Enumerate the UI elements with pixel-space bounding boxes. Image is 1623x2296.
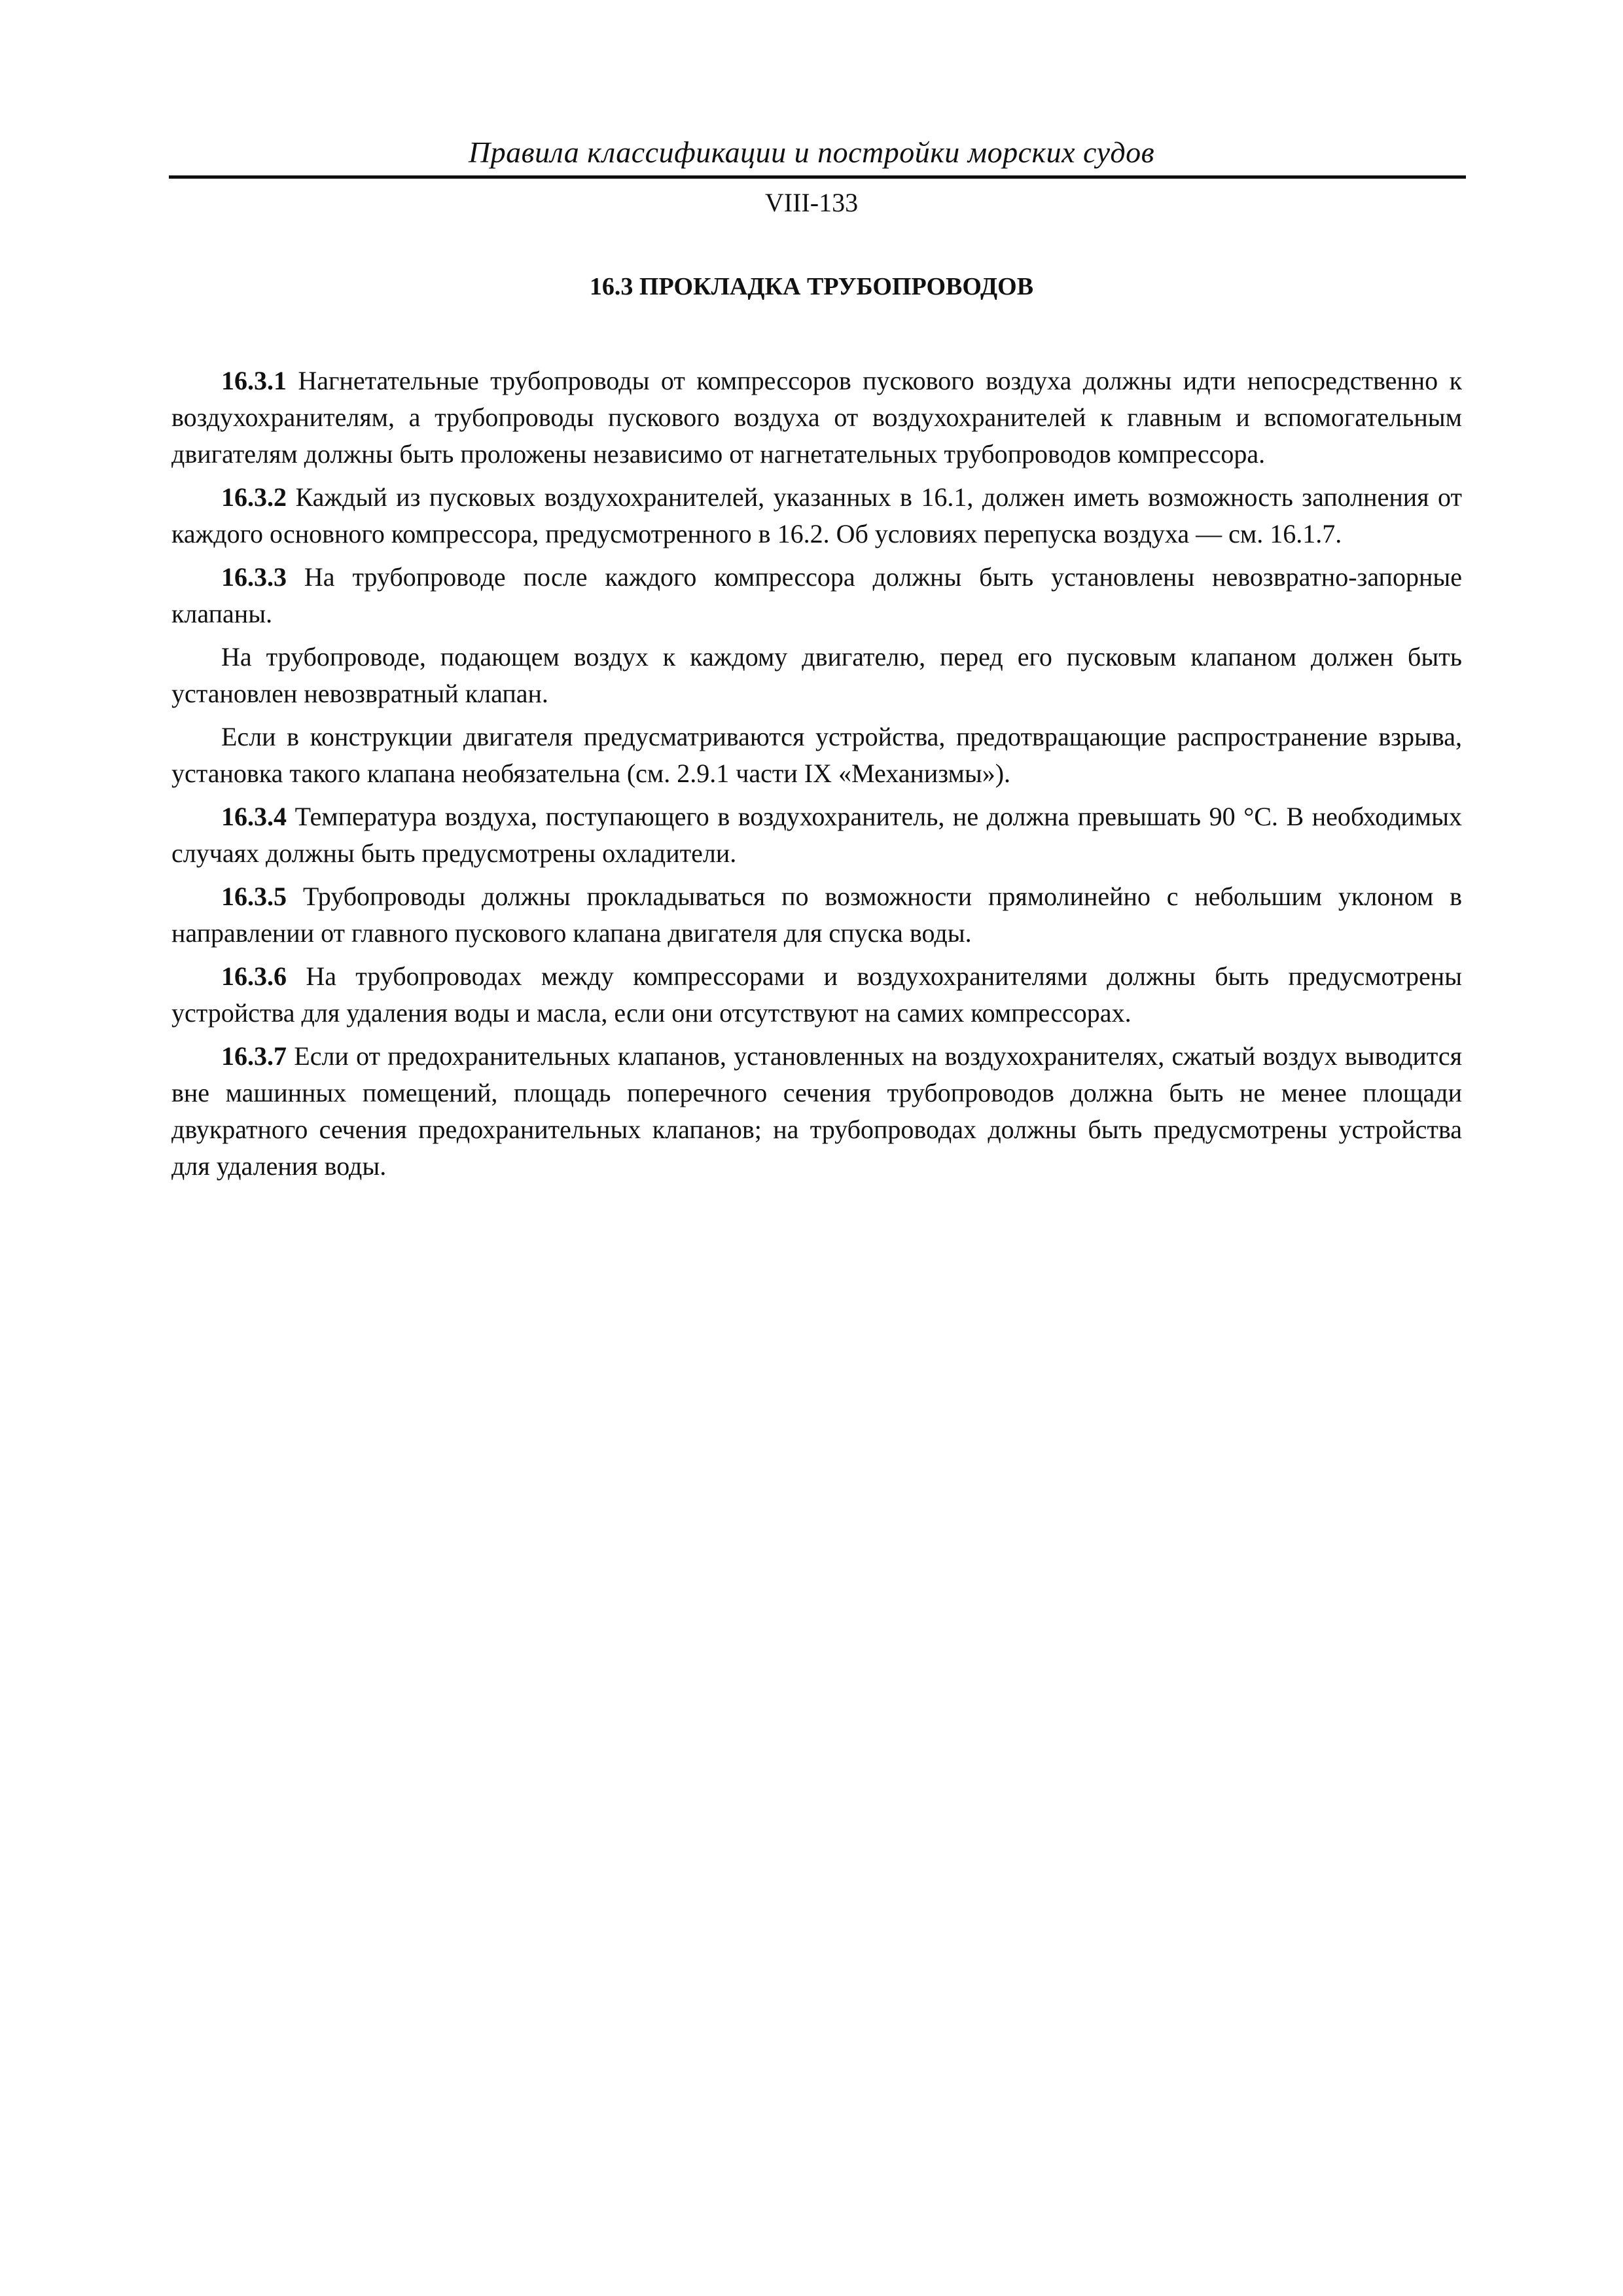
paragraph-text: На трубопроводах между компрессорами и воздухохранителями должны быть предусмотрены устройства для удаления воды и масла, если они отсутствуют на самих компрессорах.	[171, 961, 1462, 1028]
paragraph-number: 16.3.3	[221, 562, 287, 592]
paragraph-16-3-3-b	[171, 639, 1462, 712]
paragraph-number: 16.3.7	[221, 1041, 287, 1071]
paragraph-text: Если от предохранительных клапанов, установленных на воздухохранителях, сжатый воздух выводится вне машинных помещений, площадь поперечного сечения трубопроводов должна быть не менее площади двукратного сечения предохранительных клапанов; на трубопроводах должны быть предусмотрены устройства для удаления воды.	[171, 1041, 1462, 1181]
running-header-title: Правила классификации и постройки морских судов	[468, 135, 1155, 169]
paragraph-16-3-7	[171, 1038, 1462, 1185]
header-rule	[169, 175, 1466, 179]
page-number: VIII-133	[764, 188, 859, 217]
paragraph-number: 16.3.2	[221, 482, 287, 512]
paragraph-number: 16.3.4	[221, 802, 287, 831]
paragraph-16-3-2	[171, 479, 1462, 552]
paragraph-16-3-4	[171, 798, 1462, 872]
paragraph-16-3-3-c	[171, 719, 1462, 792]
paragraph-text: Температура воздуха, поступающего в воздухохранитель, не должна превышать 90 °С. В необходимых случаях должны быть предусмотрены охладители.	[171, 802, 1462, 868]
body-text	[171, 363, 1462, 1191]
paragraph-number: 16.3.6	[221, 961, 287, 991]
paragraph-16-3-1	[171, 363, 1462, 473]
paragraph-16-3-3	[171, 559, 1462, 632]
paragraph-text: На трубопроводе после каждого компрессора должны быть установлены невозвратно-запорные клапаны.	[171, 562, 1462, 628]
paragraph-text: На трубопроводе, подающем воздух к каждому двигателю, перед его пусковым клапаном должен быть установлен невозвратный клапан.	[171, 642, 1462, 708]
paragraph-number: 16.3.5	[221, 882, 287, 911]
paragraph-number: 16.3.1	[221, 366, 287, 395]
paragraph-text: Нагнетательные трубопроводы от компрессоров пускового воздуха должны идти непосредственно к воздухохранителям, а трубопроводы пускового воздуха от воздухохранителей к главным и вспомогательным двигателям должны быть проложены независимо от нагнетательных трубопроводов компрессора.	[171, 366, 1462, 469]
section-title: 16.3 ПРОКЛАДКА ТРУБОПРОВОДОВ	[589, 273, 1034, 300]
paragraph-16-3-6	[171, 958, 1462, 1031]
paragraph-text: Каждый из пусковых воздухохранителей, указанных в 16.1, должен иметь возможность заполнения от каждого основного компрессора, предусмотренного в 16.2. Об условиях перепуска воздуха — см. 16.1.7.	[171, 482, 1462, 548]
paragraph-text: Трубопроводы должны прокладываться по возможности прямолинейно с небольшим уклоном в направлении от главного пускового клапана двигателя для спуска воды.	[171, 882, 1462, 948]
paragraph-16-3-5	[171, 878, 1462, 952]
paragraph-text: Если в конструкции двигателя предусматриваются устройства, предотвращающие распространение взрыва, установка такого клапана необязательна (см. 2.9.1 части IX «Механизмы»).	[171, 722, 1462, 788]
